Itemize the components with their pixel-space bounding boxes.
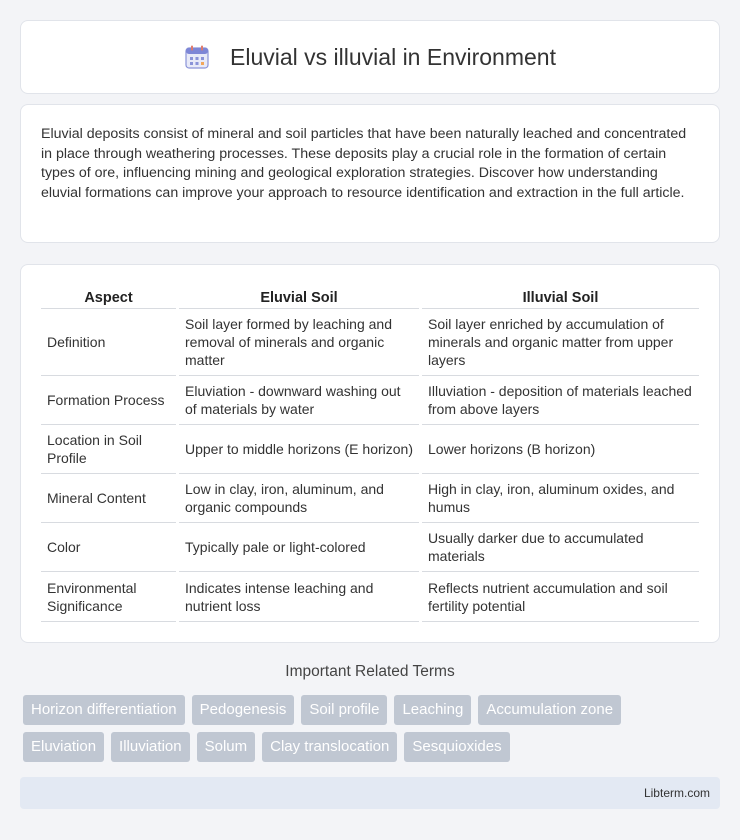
tag-clay-translocation[interactable]: Clay translocation xyxy=(262,732,397,762)
column-header-eluvial: Eluvial Soil xyxy=(179,285,419,309)
related-terms-tags xyxy=(23,695,723,769)
table-cell-eluvial: Upper to middle horizons (E horizon) xyxy=(179,425,419,474)
table-cell-illuvial: Lower horizons (B horizon) xyxy=(422,425,699,474)
table-cell-illuvial: Reflects nutrient accumulation and soil fertility potential xyxy=(422,572,699,622)
table-row xyxy=(41,309,699,376)
table-cell-aspect: Environmental Significance xyxy=(41,572,176,622)
intro-card xyxy=(20,104,720,243)
table-row xyxy=(41,572,699,622)
table-cell-aspect: Color xyxy=(41,523,176,572)
column-header-aspect: Aspect xyxy=(41,285,176,309)
table-row xyxy=(41,523,699,572)
table-row xyxy=(41,376,699,425)
tag-accumulation-zone[interactable]: Accumulation zone xyxy=(478,695,621,725)
tag-row xyxy=(23,695,723,725)
intro-paragraph: Eluvial deposits consist of mineral and soil particles that have been naturally leached and concentrated in place through weathering processes. These deposits play a crucial role in the formation of certain types of ore, influencing mining and geological exploration strategies. Discover how understanding eluvial formations can improve your approach to resource identification and extraction in the full article. xyxy=(41,126,687,201)
footer xyxy=(20,777,720,809)
calendar-icon xyxy=(184,44,210,70)
comparison-table xyxy=(38,285,702,622)
title-card xyxy=(20,20,720,94)
tag-eluviation[interactable]: Eluviation xyxy=(23,732,104,762)
tag-illuviation[interactable]: Illuviation xyxy=(111,732,190,762)
table-cell-eluvial: Eluviation - downward washing out of materials by water xyxy=(179,376,419,425)
table-row xyxy=(41,474,699,523)
tag-solum[interactable]: Solum xyxy=(197,732,256,762)
table-cell-eluvial: Typically pale or light-colored xyxy=(179,523,419,572)
table-header-row xyxy=(41,285,699,309)
tag-row xyxy=(23,732,723,762)
table-cell-illuvial: Illuviation - deposition of materials leached from above layers xyxy=(422,376,699,425)
table-cell-eluvial: Indicates intense leaching and nutrient loss xyxy=(179,572,419,622)
table-cell-aspect: Mineral Content xyxy=(41,474,176,523)
related-terms-heading: Important Related Terms xyxy=(285,663,455,680)
table-cell-aspect: Location in Soil Profile xyxy=(41,425,176,474)
tag-horizon-differentiation[interactable]: Horizon differentiation xyxy=(23,695,185,725)
table-cell-illuvial: Soil layer enriched by accumulation of minerals and organic matter from upper layers xyxy=(422,309,699,376)
table-cell-illuvial: High in clay, iron, aluminum oxides, and humus xyxy=(422,474,699,523)
tag-leaching[interactable]: Leaching xyxy=(394,695,471,725)
comparison-table-card xyxy=(20,264,720,643)
tag-pedogenesis[interactable]: Pedogenesis xyxy=(192,695,295,725)
table-cell-illuvial: Usually darker due to accumulated materials xyxy=(422,523,699,572)
footer-site-link[interactable]: Libterm.com xyxy=(643,786,710,800)
tag-soil-profile[interactable]: Soil profile xyxy=(301,695,387,725)
table-cell-eluvial: Soil layer formed by leaching and removal of minerals and organic matter xyxy=(179,309,419,376)
page-title: Eluvial vs illuvial in Environment xyxy=(230,43,556,70)
column-header-illuvial: Illuvial Soil xyxy=(422,285,699,309)
table-cell-aspect: Definition xyxy=(41,309,176,376)
table-cell-eluvial: Low in clay, iron, aluminum, and organic compounds xyxy=(179,474,419,523)
table-row xyxy=(41,425,699,474)
tag-sesquioxides[interactable]: Sesquioxides xyxy=(404,732,509,762)
table-cell-aspect: Formation Process xyxy=(41,376,176,425)
